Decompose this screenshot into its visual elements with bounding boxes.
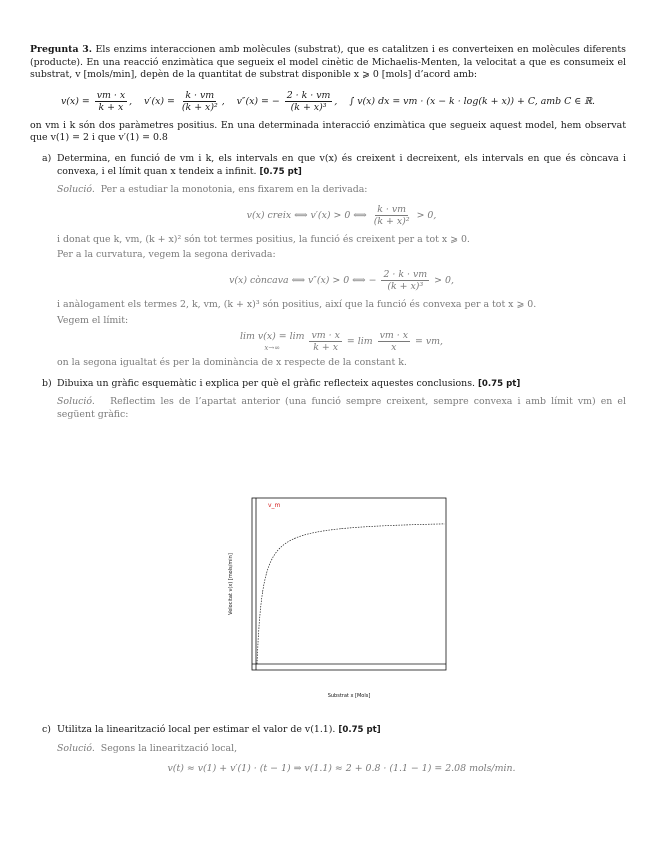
part-c-solution: Solució. Segons la linearització local, v(t) ≈ v(1) + v′(1) · (t − 1) ⇒ v(1.1) ≈ 2 + 0.8 · (1.1 − 1) = 2.08 mols/min. <box>57 743 626 776</box>
chart-frame <box>252 498 446 670</box>
monotonia-equation: v(x) creix ⟺ v′(x) > 0 ⟺ $\frac{k \cdot vm}{\text{(k + x)²}}$ > 0, <box>246 203 437 227</box>
curvatura-equation: v(x) còncava ⟺ v″(x) > 0 ⟺ − $\frac{2 \cdot k \cdot vm}{\text{(k + x)³}}$ > 0, <box>229 268 454 292</box>
question-context: on vm i k són dos paràmetres positius. En una determinada interacció enzimàtica que segueix aquest model, hem observat que v(1) = 2 i que v′(1) = 0.8 <box>30 119 626 144</box>
data-point <box>279 548 280 549</box>
data-point <box>266 573 267 574</box>
series-line-0 <box>257 524 444 664</box>
chart-svg <box>220 490 460 700</box>
data-point <box>257 664 258 665</box>
vm-annotation: v_m <box>268 502 281 509</box>
data-point <box>294 538 295 539</box>
solution-label: Solució. <box>57 184 95 196</box>
data-point <box>313 532 314 533</box>
part-b-points: [0.75 pt] <box>477 378 521 389</box>
linearization-equation: v(t) ≈ v(1) + v′(1) · (t − 1) ⇒ v(1.1) ≈ 2 + 0.8 · (1.1 − 1) = 2.08 mols/min. <box>167 763 516 775</box>
data-point <box>260 606 261 607</box>
part-a-statement: Determina, en funció de vm i k, els intervals en que v(x) és creixent i decreixent, els intervals en que és còncava i convexa, i el límit quan x tendeix a infinit. [0.75 pt] <box>57 152 626 177</box>
part-a-label: a) <box>42 152 52 164</box>
part-c-points: [0.75 pt] <box>338 725 381 735</box>
integral-formula: ∫ v(x) dx = vm · (x − k · log(k + x)) + C, amb C ∈ ℝ. <box>349 95 596 107</box>
michaelis-menten-chart <box>220 490 460 700</box>
vp-fraction: $\frac{k \cdot vm}{\text{(k + x)²}}$ <box>181 89 218 113</box>
model-equations: v(x) = $\frac{vm \cdot x}{k + x}$ , v′(x) = $\frac{k \cdot vm}{\text{(k + x)²}}$ , v″(x) = − $\frac{2 \cdot k \cdot vm}{\text{(k + x)³}}$ , ∫ v(x) dx = vm · (x − k · log(k + x)) + C, amb C ∈ ℝ. <box>60 89 596 113</box>
part-b <box>30 378 626 422</box>
question-intro: Pregunta 3. Els enzims interaccionen amb molècules (substrat), que es catalitzen i es converteixen en molècules diferents (producte). En una reacció enzimàtica que segueix el model cinètic de Michaelis-Menten, la velocitat a que es consumeix el substrat, v [mols/min], depèn de la quantitat de substrat disponible x ⩾ 0 [mols] d’acord amb: <box>30 44 626 81</box>
document-page <box>30 44 626 425</box>
part-c-container <box>30 724 626 783</box>
x-axis-label: Substrat x [Mols] <box>327 693 371 699</box>
data-point <box>259 628 260 629</box>
data-point <box>406 525 407 526</box>
data-point <box>341 528 342 529</box>
data-point <box>369 526 370 527</box>
part-c <box>30 724 626 776</box>
part-b-statement: Dibuixa un gràfic esquemàtic i explica per què el gràfic reflecteix aquestes conclusions. [0.75 pt] <box>57 377 521 389</box>
question-title: Pregunta 3. <box>30 44 93 55</box>
data-point <box>272 559 273 560</box>
part-a <box>30 153 626 370</box>
data-point <box>444 524 445 525</box>
part-b-label: b) <box>42 377 52 389</box>
limit-equation: lim v(x) = lim x→∞ $\frac{vm \cdot x}{k + x}$ = lim $\frac{vm \cdot x}{x}$ = vm, <box>240 330 443 354</box>
data-point <box>262 591 263 592</box>
part-a-points: [0.75 pt] <box>259 166 302 177</box>
part-c-statement: Utilitza la linearització local per estimar el valor de v(1.1). [0.75 pt] <box>57 724 381 735</box>
part-b-solution: Solució. Reflectim les de l’apartat anterior (una funció sempre creixent, sempre convexa i amb límit vm) en el següent gràfic: <box>57 396 626 420</box>
vpp-fraction: $\frac{2 \cdot k \cdot vm}{\text{(k + x)³}}$ <box>286 89 331 113</box>
y-axis-label: Velocitat v(x) [mols/min] <box>228 553 234 615</box>
series-layer <box>257 524 445 665</box>
part-c-label: c) <box>42 724 51 735</box>
v-fraction: $\frac{vm \cdot x}{k + x}$ <box>96 89 126 113</box>
part-a-solution: Solució. Per a estudiar la monotonia, ens fixarem en la derivada: v(x) creix ⟺ v′(x) > 0 ⟺ $\frac{k \cdot vm}{\text{(k + x)²}}$ > 0, i donat que k, vm, (k + x)² són tot termes positius, la funció és creixent per a tot x ⩾ 0. Per a la curvatura, vegem la segona derivada: v(x) còncava ⟺ v″(x) > 0 ⟺ − $\frac{2 \cdot k \cdot vm}{\text{(k + x)³}}$ > 0, i anàlogament els termes 2, k, vm, (k + x)³ són positius, així que la funció és convexa per a tot x ⩾ 0. Vegem el límit: lim v(x) = lim x→∞ $\frac{vm \cdot x}{k + x}$ = lim $\frac{vm \cdot x}{x}$ = vm, on la segona igualtat és per la dominància de x respecte de la constant k. <box>57 184 626 370</box>
